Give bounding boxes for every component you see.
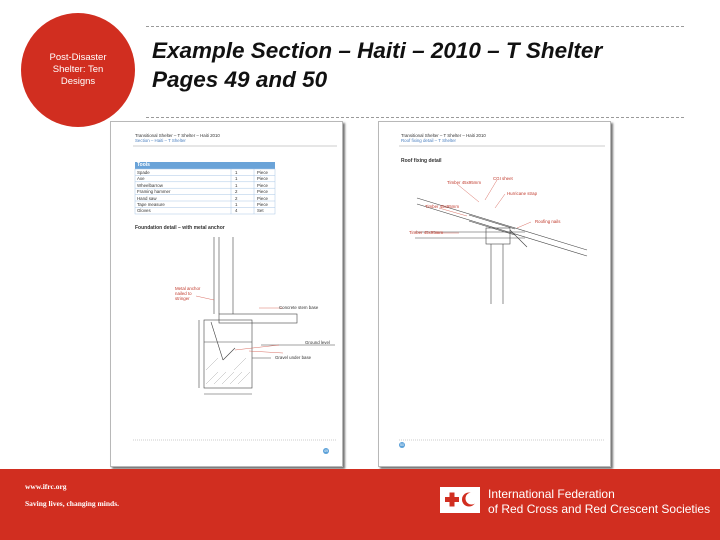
tools-row-2-qty: 1 — [235, 176, 238, 182]
tools-row-1-unit: Piece — [257, 170, 268, 175]
tools-row-4-unit: Piece — [257, 189, 268, 195]
label-concrete-base: Concrete stem base — [279, 305, 319, 310]
title-divider — [146, 117, 684, 118]
label-ground-level: Ground level — [305, 340, 330, 345]
tools-row-7-item: Gloves — [137, 208, 151, 214]
page-thumbnail-50 — [378, 121, 611, 467]
tools-row-4-item: Framing hammer — [137, 189, 171, 195]
top-divider — [146, 26, 684, 27]
title-line-1: Example Section – Haiti – 2010 – T Shelter — [152, 38, 603, 63]
label-metal-anchor: Metal anchor nailed to stringer — [175, 286, 201, 301]
tools-row-5-unit: Piece — [257, 195, 268, 201]
tools-row-7-qty: 4 — [235, 208, 238, 214]
left-page-number: 49 — [324, 449, 328, 453]
tools-row-4-qty: 2 — [235, 189, 238, 195]
label-timber-mid: Timber 45x95mm — [425, 204, 459, 209]
footer-url: www.ifrc.org — [25, 482, 67, 491]
label-gravel: Gravel under base — [275, 355, 312, 360]
label-hurricane-strap: Hurricane strap — [507, 191, 538, 196]
red-cross-crescent-icon — [440, 487, 480, 513]
red-cross-crescent-logo — [440, 487, 480, 513]
right-page-drawing — [379, 122, 610, 466]
left-page-section-title: Foundation detail – with metal anchor — [135, 225, 225, 231]
tools-row-1-item: Spade — [137, 170, 150, 175]
right-page-section-title: Roof fixing detail — [401, 158, 442, 164]
tools-row-6-item: Tape measure — [137, 202, 165, 207]
right-page-subheader: Roof fixing detail – T Shelter — [401, 138, 456, 143]
tools-row-3-unit: Piece — [257, 182, 268, 188]
footer-bar — [0, 469, 720, 540]
right-page-header: Transitional Shelter – T Shelter – Haiti 2010 — [401, 133, 486, 138]
tools-row-2-unit: Piece — [257, 176, 268, 182]
tools-row-5-item: Hand saw — [137, 195, 157, 201]
right-page-number: 50 — [400, 443, 404, 447]
tools-table-header: Tools — [137, 162, 150, 168]
label-timber-bottom: Timber 45x95mm — [409, 230, 443, 235]
section-badge — [21, 13, 135, 127]
label-cgi-sheet: CGI sheet — [493, 176, 513, 181]
tools-row-2-item: Axe — [137, 176, 145, 182]
organization-name — [488, 487, 710, 517]
left-page-header: Transitional Shelter – T Shelter – Haiti 2010 — [135, 133, 220, 138]
label-roofing-nails: Roofing nails — [535, 219, 561, 224]
slide-title — [152, 36, 712, 94]
tools-row-3-item: Wheelbarrow — [137, 182, 163, 188]
badge-text: Post-Disaster Shelter: Ten Designs — [49, 52, 107, 87]
org-line-1: International Federation — [488, 487, 615, 501]
tools-row-3-qty: 1 — [235, 182, 238, 188]
tools-row-1-qty: 1 — [235, 170, 238, 175]
tools-row-6-qty: 1 — [235, 202, 238, 207]
tools-row-5-qty: 2 — [235, 195, 238, 201]
tools-row-6-unit: Piece — [257, 202, 268, 207]
label-timber-top: Timber 45x95mm — [447, 180, 481, 185]
title-line-2: Pages 49 and 50 — [152, 67, 328, 92]
page-thumbnail-49 — [110, 121, 343, 467]
left-page-subheader: Section – Haiti – T Shelter — [135, 138, 186, 143]
org-line-2: of Red Cross and Red Crescent Societies — [488, 502, 711, 516]
footer-tagline: Saving lives, changing minds. — [25, 499, 119, 508]
tools-row-7-unit: Set — [257, 208, 264, 214]
